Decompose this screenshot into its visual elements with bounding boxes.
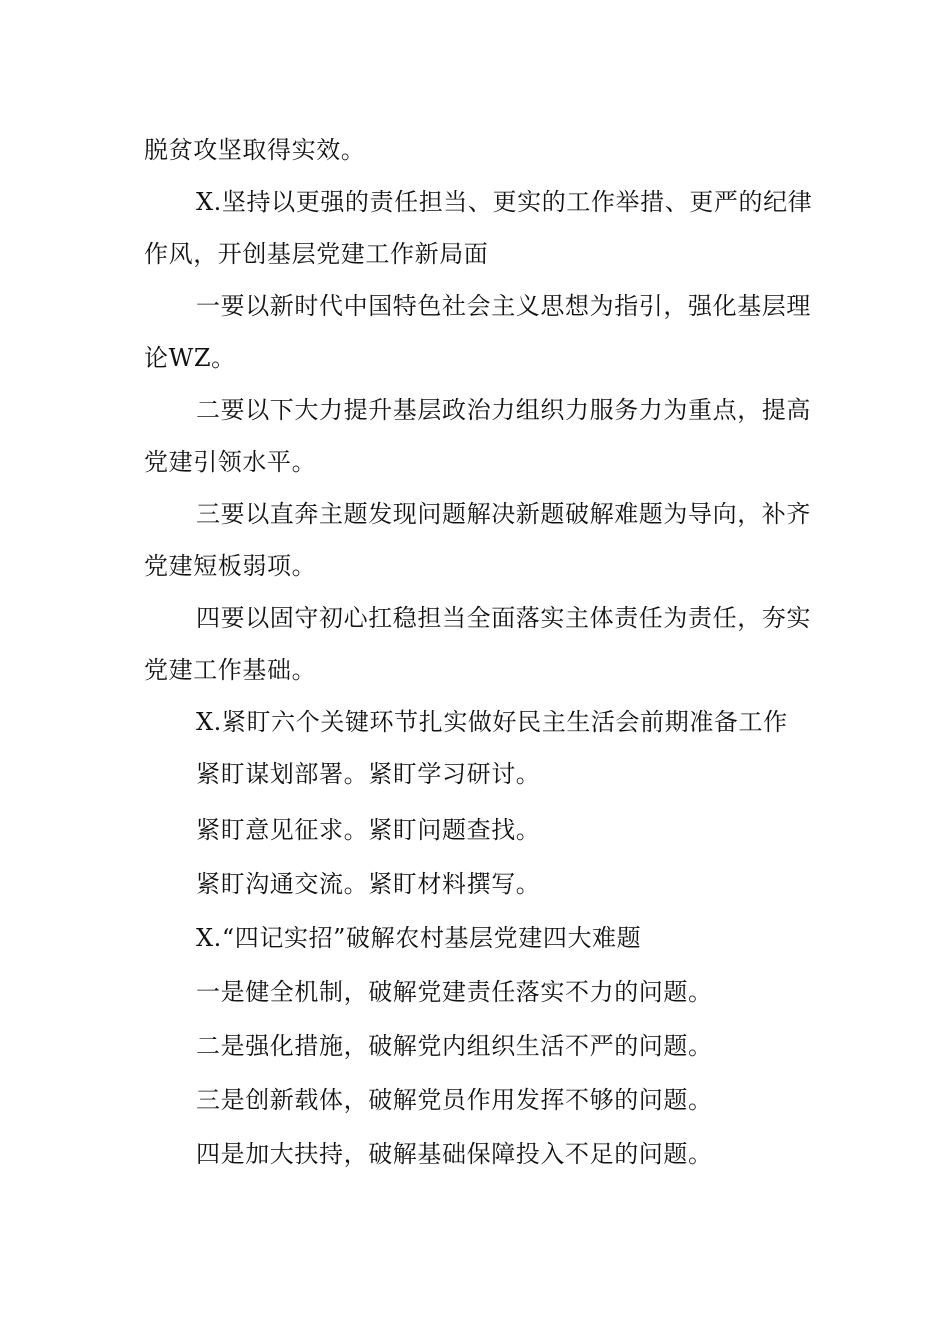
paragraph-item-7: 四是加大扶持，破解基础保障投入不足的问题。	[196, 1140, 713, 1168]
paragraph-item-5: 二是强化措施，破解党内组织生活不严的问题。	[196, 1032, 713, 1060]
paragraph-point-1: 一要以新时代中国特色社会主义思想为指引，强化基层理论WZ。	[144, 292, 811, 372]
paragraph-item-4: 一是健全机制，破解党建责任落实不力的问题。	[196, 978, 713, 1006]
section-heading-2: X.紧盯六个关键环节扎实做好民主生活会前期准备工作	[196, 708, 788, 736]
paragraph-point-3: 三要以直奔主题发现问题解决新题破解难题为导向，补齐党建短板弱项。	[144, 500, 811, 580]
paragraph-continuation: 脱贫攻坚取得实效。	[144, 136, 366, 164]
paragraph-point-4: 四要以固守初心扛稳担当全面落实主体责任为责任，夯实党建工作基础。	[144, 604, 811, 684]
section-heading-3: X.“四记实招”破解农村基层党建四大难题	[196, 924, 642, 952]
paragraph-item-6: 三是创新载体，破解党员作用发挥不够的问题。	[196, 1086, 713, 1114]
paragraph-point-2: 二要以下大力提升基层政治力组织力服务力为重点，提高党建引领水平。	[144, 396, 811, 476]
paragraph-item-1: 紧盯谋划部署。紧盯学习研讨。	[196, 760, 541, 788]
section-heading-1: X.坚持以更强的责任担当、更实的工作举措、更严的纪律作风，开创基层党建工作新局面	[144, 188, 813, 268]
paragraph-item-3: 紧盯沟通交流。紧盯材料撰写。	[196, 870, 541, 898]
paragraph-item-2: 紧盯意见征求。紧盯问题查找。	[196, 816, 541, 844]
